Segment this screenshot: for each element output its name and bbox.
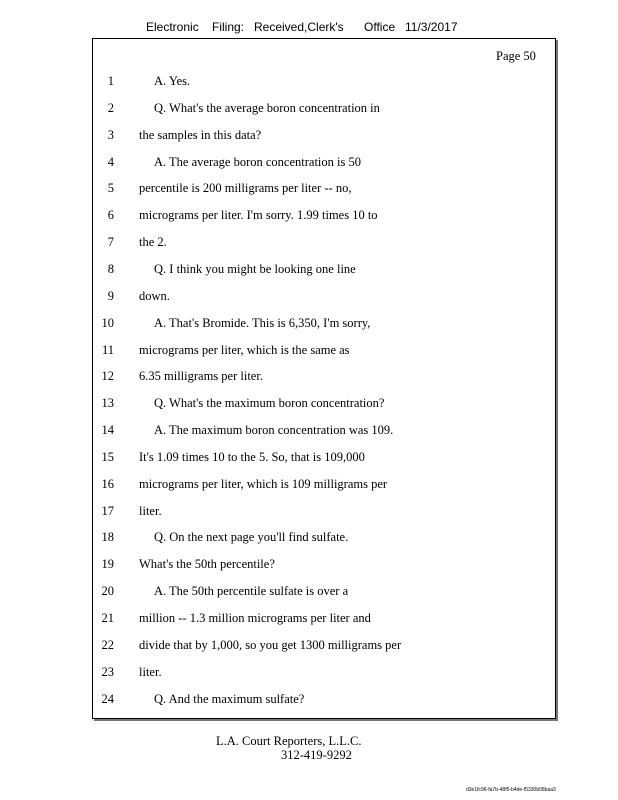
- line-number: 22: [101, 637, 114, 652]
- transcript-line: [0, 74, 618, 92]
- transcript-line: [0, 208, 618, 226]
- line-number: 24: [101, 691, 114, 706]
- transcript-line: [0, 692, 618, 710]
- line-text: A. The average boron concentration is 50: [154, 154, 361, 169]
- line-number: 16: [101, 476, 114, 491]
- line-text: liter.: [139, 503, 162, 518]
- line-number: 21: [101, 611, 114, 625]
- line-text: Q. On the next page you'll find sulfate.: [154, 530, 349, 545]
- transcript-line: [0, 181, 618, 199]
- court-reporter-phone: 312-419-9292: [281, 748, 352, 762]
- transcript-line: [0, 423, 618, 441]
- line-number: 18: [101, 530, 114, 545]
- line-number: 7: [107, 235, 114, 250]
- transcript-line: [0, 289, 618, 307]
- transcript-line: [0, 235, 618, 253]
- page-number: Page 50: [496, 49, 536, 63]
- document-id: d3e1fc96-fa7b-48f5-b4de-f5330b08baa3: [466, 787, 556, 793]
- transcript-line: [0, 665, 618, 683]
- transcript-line: [0, 343, 618, 361]
- line-number: 10: [101, 315, 114, 330]
- transcript-line: [0, 450, 618, 468]
- line-text: liter.: [139, 664, 162, 679]
- transcript-line: [0, 557, 618, 575]
- filing-header-word: Office: [364, 20, 396, 34]
- transcript-line: [0, 316, 618, 334]
- line-text: Q. What's the average boron concentration in: [154, 100, 380, 115]
- line-text: the 2.: [139, 235, 167, 250]
- transcript-line: [0, 262, 618, 280]
- line-text: A. That's Bromide. This is 6,350, I'm sorry,: [154, 315, 371, 330]
- transcript-line: [0, 369, 618, 387]
- line-text: Q. I think you might be looking one line: [154, 261, 356, 276]
- line-text: the samples in this data?: [139, 127, 262, 142]
- line-number: 12: [101, 369, 114, 384]
- line-text: A. The maximum boron concentration was 109.: [154, 423, 394, 438]
- line-number: 6: [107, 208, 114, 223]
- line-number: 13: [101, 396, 114, 411]
- line-number: 19: [101, 557, 114, 572]
- line-text: million -- 1.3 million micrograms per liter and: [139, 611, 371, 625]
- line-number: 2: [107, 100, 114, 115]
- line-text: What's the 50th percentile?: [139, 557, 275, 572]
- line-number: 9: [107, 288, 114, 303]
- filing-header-word: Filing:: [212, 20, 245, 34]
- filing-header-word: Received,Clerk's: [254, 20, 344, 34]
- line-text: A. The 50th percentile sulfate is over a: [154, 584, 349, 599]
- line-number: 1: [107, 74, 114, 88]
- line-text: micrograms per liter, which is 109 milligrams per: [139, 476, 388, 491]
- line-text: It's 1.09 times 10 to the 5. So, that is 109,000: [139, 449, 365, 464]
- transcript-line: [0, 155, 618, 173]
- line-text: micrograms per liter, which is the same as: [139, 342, 350, 357]
- transcript-line: [0, 101, 618, 119]
- line-number: 8: [107, 261, 114, 276]
- transcript-line: [0, 584, 618, 602]
- transcript-line: [0, 128, 618, 146]
- transcript-line: [0, 638, 618, 656]
- line-number: 14: [101, 423, 114, 438]
- court-reporter-name: L.A. Court Reporters, L.L.C.: [216, 734, 362, 748]
- transcript-line: [0, 611, 618, 629]
- line-text: Q. What's the maximum boron concentration?: [154, 396, 385, 411]
- line-number: 20: [101, 584, 114, 599]
- line-number: 5: [107, 181, 114, 196]
- line-number: 11: [101, 342, 114, 357]
- transcript-line: [0, 396, 618, 414]
- transcript-line: [0, 530, 618, 548]
- line-text: divide that by 1,000, so you get 1300 milligrams per: [139, 637, 402, 652]
- line-text: micrograms per liter. I'm sorry. 1.99 times 10 to: [139, 208, 378, 223]
- filing-date: 11/3/2017: [405, 20, 458, 34]
- line-text: Q. And the maximum sulfate?: [154, 691, 305, 706]
- line-text: A. Yes.: [154, 74, 191, 88]
- transcript-line: [0, 504, 618, 522]
- filing-header-word: Electronic: [146, 20, 199, 34]
- line-text: 6.35 milligrams per liter.: [139, 369, 263, 384]
- line-number: 17: [101, 503, 114, 518]
- line-text: percentile is 200 milligrams per liter -- no,: [139, 181, 352, 196]
- filing-header: [0, 20, 618, 38]
- line-number: 15: [101, 449, 114, 464]
- line-number: 4: [107, 154, 114, 169]
- line-number: 23: [101, 664, 114, 679]
- line-text: down.: [139, 288, 170, 303]
- line-number: 3: [107, 127, 114, 142]
- transcript-line: [0, 477, 618, 495]
